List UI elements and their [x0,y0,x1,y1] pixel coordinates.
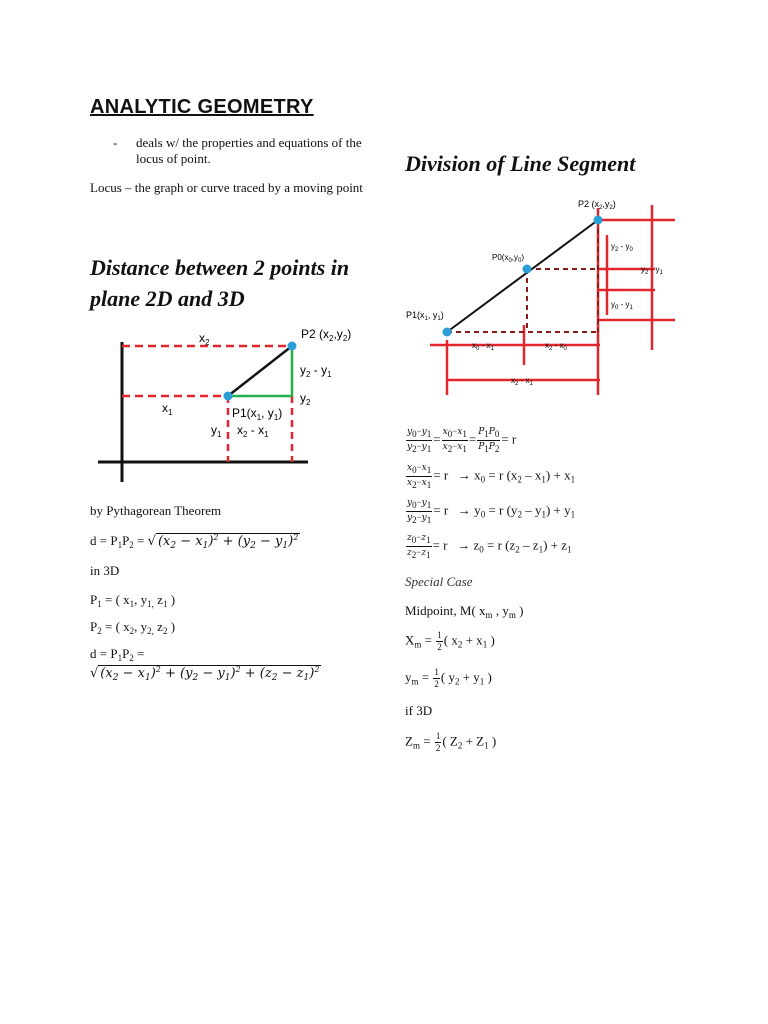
ratio-formula-general: $\frac{y0-y1}{y2-y1}$ = $\frac{x0-x1}{x2-x1}$ = $\frac{P1P0}{P1P2}$ = r [407,426,517,454]
pythagorean-text: by Pythagorean Theorem [90,503,222,518]
label-p1: $P1(x_1$, $y_1$) [406,310,444,322]
distance-formula-3d: √ $(x_2 - x_1)^2 + (y_2 - y_1)^2 + (z_2 - z_1)^2$ [90,665,320,683]
distance-diagram [95,322,352,487]
label-p2: P2 $(x_2,y_2)$ [301,327,352,343]
label-y2: $y_2$ [300,391,311,407]
label-x2-minus-x1: $x_2 - x_1$ [237,423,269,439]
label-x1: $x_1$ [162,401,173,417]
midpoint-y-formula: $y_m$ = $\frac{1}{2}$ ( $y_2 + y_1$ ) [405,667,492,689]
label-y2-y1: $y_2 - y_1$ [641,265,663,276]
ratio-formula-x: $\frac{x0-x1}{x2-x1}$ = $r \to x_0 = r$ $(x_2 - x_1) + x_1$ [407,462,576,490]
label-p1: $P1(x_1$, $y_1$) [232,406,283,422]
bullet-dash: - [113,135,118,150]
label-y2-y0: $y_2 - y_0$ [611,242,633,253]
midpoint-x-formula: $X_m$ = $\frac{1}{2}$ ( $x_2 + x_1$ ) [405,630,495,652]
label-p2: P2 $(x_2,y_2)$ [578,199,616,211]
in-3d-text: in 3D [90,563,120,578]
label-p0: $P0(x_0,y_0)$ [492,253,525,264]
locus-definition: Locus – the graph or curve traced by a moving point [90,180,363,195]
label-x2-x1: $x_2 - x_1$ [511,376,533,387]
point-p2 [594,216,603,225]
label-x2: $x_2$ [199,331,210,347]
point-p1 [443,328,452,337]
point-p0 [523,265,532,274]
if-3d-text: if 3D [405,703,433,718]
midpoint-label: Midpoint, M( $x_m$ , $y_m$ ) [405,603,524,620]
p1-coordinates: $P_1$ = ( $x_1$, $y_{1,}$ $z_1$ ) [90,592,176,609]
label-y1: $y_1$ [211,423,222,439]
page-title: ANALYTIC GEOMETRY [90,96,314,118]
distance-formula-3d-label: $d = P_1P_2$ = [90,646,145,663]
division-diagram [400,190,690,405]
distance-formula-2d: $d = P_1P_2$ = √ $(x_2 - x_1)^2 + (y_2 - y_1)^2$ [90,533,299,551]
point-p1 [224,392,233,401]
point-p2 [288,342,297,351]
label-x0-x1: $x_0 - x_1$ [472,341,494,352]
label-y0-y1: $y_0 - y_1$ [611,300,633,311]
distance-line [228,346,292,396]
distance-heading: Distance between 2 points in plane 2D and 3D [90,255,350,311]
line-segment [447,220,598,332]
definition-text: deals w/ the properties and equations of the locus of point. [136,135,362,166]
label-y2-minus-y1: $y_2 - y_1$ [300,363,332,379]
ratio-formula-z: $\frac{z0-z1}{z2-z1}$ = $r \to z_0 = r$ $(z_2 - z_1) + z_1$ [407,532,572,560]
midpoint-z-formula: $Z_m$ = $\frac{1}{2}$ ( $Z_2 + Z_1$ ) [405,731,497,753]
division-heading: Division of Line Segment [405,151,636,176]
ratio-formula-y: $\frac{y0-y1}{y2-y1}$ = $r \to y_0 = r$ $(y_2 - y_1) + y_1$ [407,497,576,525]
p2-coordinates: $P_2$ = ( $x_2$, $y_{2,}$ $z_2$ ) [90,619,176,636]
label-x2-x0: $x_2 - x_0$ [545,341,567,352]
special-case-label: Special Case [405,574,473,589]
